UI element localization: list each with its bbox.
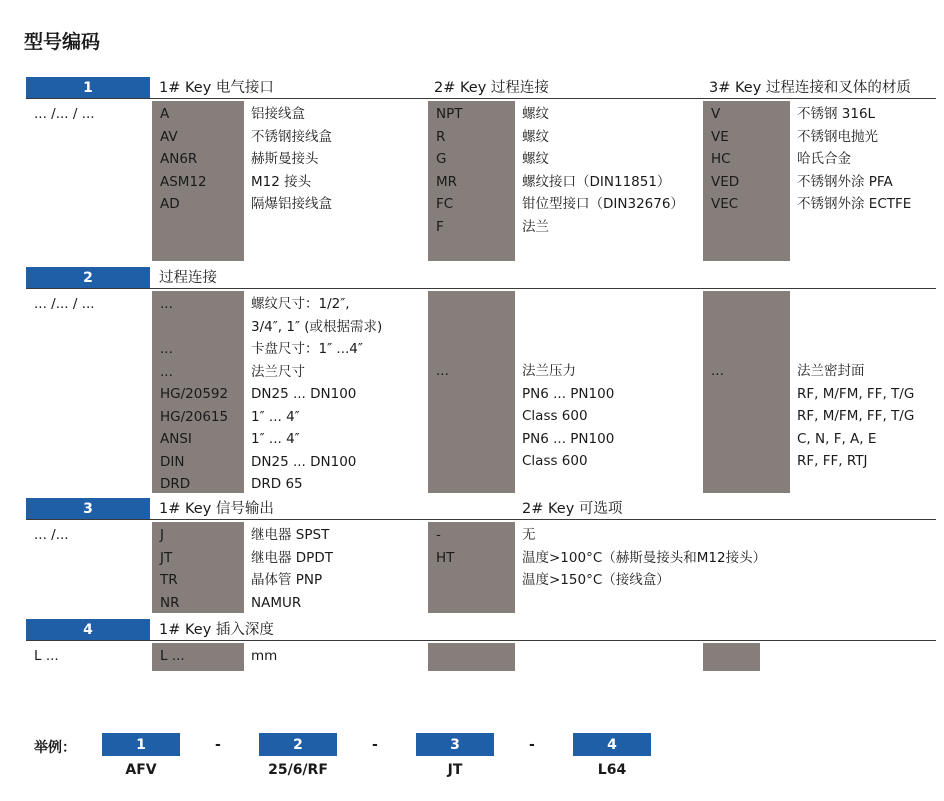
example-separator-3: - xyxy=(529,737,535,753)
code-HT: HT xyxy=(436,549,455,566)
example-box-1: 1 xyxy=(102,733,180,756)
section-4-code: L ... xyxy=(160,648,185,664)
section-2-key2-block xyxy=(428,291,515,493)
pressure-DIN: Class 600 xyxy=(522,453,588,469)
section-1-code-pattern: ... /... / ... xyxy=(34,106,95,122)
code-DRD: DRD xyxy=(160,476,191,492)
desc-DIN: DN25 ... DN100 xyxy=(251,453,357,470)
section-2-seal-code: ... xyxy=(711,363,724,379)
desc-HT-housing: 温度>150°C（接线盒） xyxy=(522,572,670,588)
section-3-key2-codes xyxy=(436,524,454,569)
section-2-pressure-code: ... xyxy=(436,363,449,379)
code-clamp: ... xyxy=(160,341,173,357)
desc-clamp: 卡盘尺寸：1″ ...4″ xyxy=(251,341,363,357)
code-DIN: DIN xyxy=(160,453,185,470)
desc-MR: 螺纹接口（DIN11851） xyxy=(522,173,671,190)
desc-AV: 不锈钢接线盒 xyxy=(251,128,332,145)
section-4-number: 4 xyxy=(26,619,150,640)
section-2-code-pattern: ... /... / ... xyxy=(34,296,95,312)
desc-ASM12: M12 接头 xyxy=(251,173,312,190)
section-1-key3-descriptions xyxy=(797,103,911,216)
section-2-header: 过程连接 xyxy=(159,270,217,286)
code-HG20615: HG/20615 xyxy=(160,408,229,425)
code-none: - xyxy=(436,527,441,543)
seal-ANSI: C, N, F, A, E xyxy=(797,430,877,447)
code-NPT: NPT xyxy=(436,106,463,122)
code-HG20592: HG/20592 xyxy=(160,386,229,402)
code-TR: TR xyxy=(160,572,178,588)
code-FC: FC xyxy=(436,196,454,212)
code-AN6R: AN6R xyxy=(160,151,198,167)
section-2-codes xyxy=(160,293,228,496)
example-box-3: 3 xyxy=(416,733,494,756)
desc-HG20592: DN25 ... DN100 xyxy=(251,386,357,402)
section-2-seal xyxy=(797,360,914,473)
section-4-key2-block xyxy=(428,643,515,671)
pressure-HG20592: PN6 ... PN100 xyxy=(522,385,615,402)
desc-none: 无 xyxy=(522,527,536,543)
desc-VED: 不锈钢外涂 PFA xyxy=(797,173,893,190)
example-label: 举例： xyxy=(34,740,76,756)
seal-header: 法兰密封面 xyxy=(797,363,865,379)
section-1-key3-header: 3# Key 过程连接和叉体的材质 xyxy=(709,80,911,96)
desc-J: 继电器 SPST xyxy=(251,527,330,543)
code-NR: NR xyxy=(160,594,180,611)
desc-A: 铝接线盒 xyxy=(251,106,305,122)
code-F: F xyxy=(436,218,444,235)
pressure-HG20615: Class 600 xyxy=(522,408,588,424)
example-value-3: JT xyxy=(447,762,463,778)
section-4-unit: mm xyxy=(251,648,278,664)
code-R: R xyxy=(436,128,446,145)
desc-flange: 法兰尺寸 xyxy=(251,363,305,380)
section-1-key2-codes xyxy=(436,103,463,238)
desc-F: 法兰 xyxy=(522,218,549,235)
section-2-descriptions xyxy=(251,293,382,496)
desc-JT: 继电器 DPDT xyxy=(251,549,333,566)
desc-thread: 螺纹尺寸：1/2″, xyxy=(251,296,350,312)
pressure-header: 法兰压力 xyxy=(522,363,576,379)
example-value-2: 25/6/RF xyxy=(268,762,328,778)
code-HC: HC xyxy=(711,151,731,167)
desc-thread-cont: 3/4″, 1″ (或根据需求) xyxy=(251,318,383,335)
pressure-ANSI: PN6 ... PN100 xyxy=(522,430,615,447)
desc-ANSI: 1″ ... 4″ xyxy=(251,431,300,447)
section-3-number: 3 xyxy=(26,498,150,519)
code-V: V xyxy=(711,106,721,122)
code-VE: VE xyxy=(711,128,729,145)
section-4-header: 1# Key 插入深度 xyxy=(159,622,274,638)
section-1-key1-codes xyxy=(160,103,207,216)
code-AD: AD xyxy=(160,196,180,212)
section-2-number: 2 xyxy=(26,267,150,288)
desc-HG20615: 1″ ... 4″ xyxy=(251,408,300,425)
code-A: A xyxy=(160,106,170,122)
code-AV: AV xyxy=(160,128,178,145)
section-2-pressure xyxy=(522,360,614,473)
section-1-key2-header: 2# Key 过程连接 xyxy=(434,80,549,96)
code-JT: JT xyxy=(160,549,173,566)
section-1-number: 1 xyxy=(26,77,150,98)
code-VED: VED xyxy=(711,173,740,190)
desc-AN6R: 赫斯曼接头 xyxy=(251,151,319,167)
code-flange: ... xyxy=(160,363,173,380)
desc-TR: 晶体管 PNP xyxy=(251,572,323,588)
section-1-key1-descriptions xyxy=(251,103,332,216)
code-J: J xyxy=(160,527,164,543)
example-value-4: L64 xyxy=(597,762,627,778)
page-title: 型号编码 xyxy=(24,31,101,53)
example-separator-2: - xyxy=(372,737,378,753)
desc-NPT: 螺纹 xyxy=(522,106,549,122)
example-value-1: AFV xyxy=(125,762,157,778)
desc-VE: 不锈钢电抛光 xyxy=(797,128,878,145)
code-ANSI: ANSI xyxy=(160,431,192,447)
desc-HC: 哈氏合金 xyxy=(797,151,851,167)
section-3-key1-codes xyxy=(160,524,179,614)
example-box-2: 2 xyxy=(259,733,337,756)
section-3-key2-descriptions xyxy=(522,524,766,592)
section-1-key2-descriptions xyxy=(522,103,684,238)
code-G: G xyxy=(436,151,447,167)
example-box-4: 4 xyxy=(573,733,651,756)
section-1-key1-header: 1# Key 电气接口 xyxy=(159,80,274,96)
desc-V: 不锈钢 316L xyxy=(797,106,876,122)
seal-HG20615: RF, M/FM, FF, T/G xyxy=(797,408,915,424)
desc-FC: 钳位型接口（DIN32676） xyxy=(522,196,684,212)
desc-G: 螺纹 xyxy=(522,151,549,167)
desc-DRD: DRD 65 xyxy=(251,476,303,492)
section-4-key3-block xyxy=(703,643,760,671)
desc-VEC: 不锈钢外涂 ECTFE xyxy=(797,196,912,212)
section-3-key1-descriptions xyxy=(251,524,333,614)
seal-DIN: RF, FF, RTJ xyxy=(797,453,868,469)
desc-AD: 隔爆铝接线盒 xyxy=(251,196,332,212)
desc-R: 螺纹 xyxy=(522,128,549,145)
section-4-code-pattern: L ... xyxy=(34,648,59,664)
code-thread: ... xyxy=(160,296,173,312)
section-2-key3-block xyxy=(703,291,790,493)
code-thread-cont xyxy=(160,316,228,339)
desc-HT-connector: 温度>100°C（赫斯曼接头和M12接头） xyxy=(522,549,767,566)
section-3-code-pattern: ... /... xyxy=(34,527,69,543)
example-separator-1: - xyxy=(215,737,221,753)
desc-NR: NAMUR xyxy=(251,594,302,611)
section-1-key3-codes xyxy=(711,103,739,216)
section-3-key2-header: 2# Key 可选项 xyxy=(522,501,623,517)
section-3-key1-header: 1# Key 信号输出 xyxy=(159,501,274,517)
code-VEC: VEC xyxy=(711,196,739,212)
code-MR: MR xyxy=(436,173,458,190)
code-ASM12: ASM12 xyxy=(160,173,207,190)
seal-HG20592: RF, M/FM, FF, T/G xyxy=(797,385,915,402)
